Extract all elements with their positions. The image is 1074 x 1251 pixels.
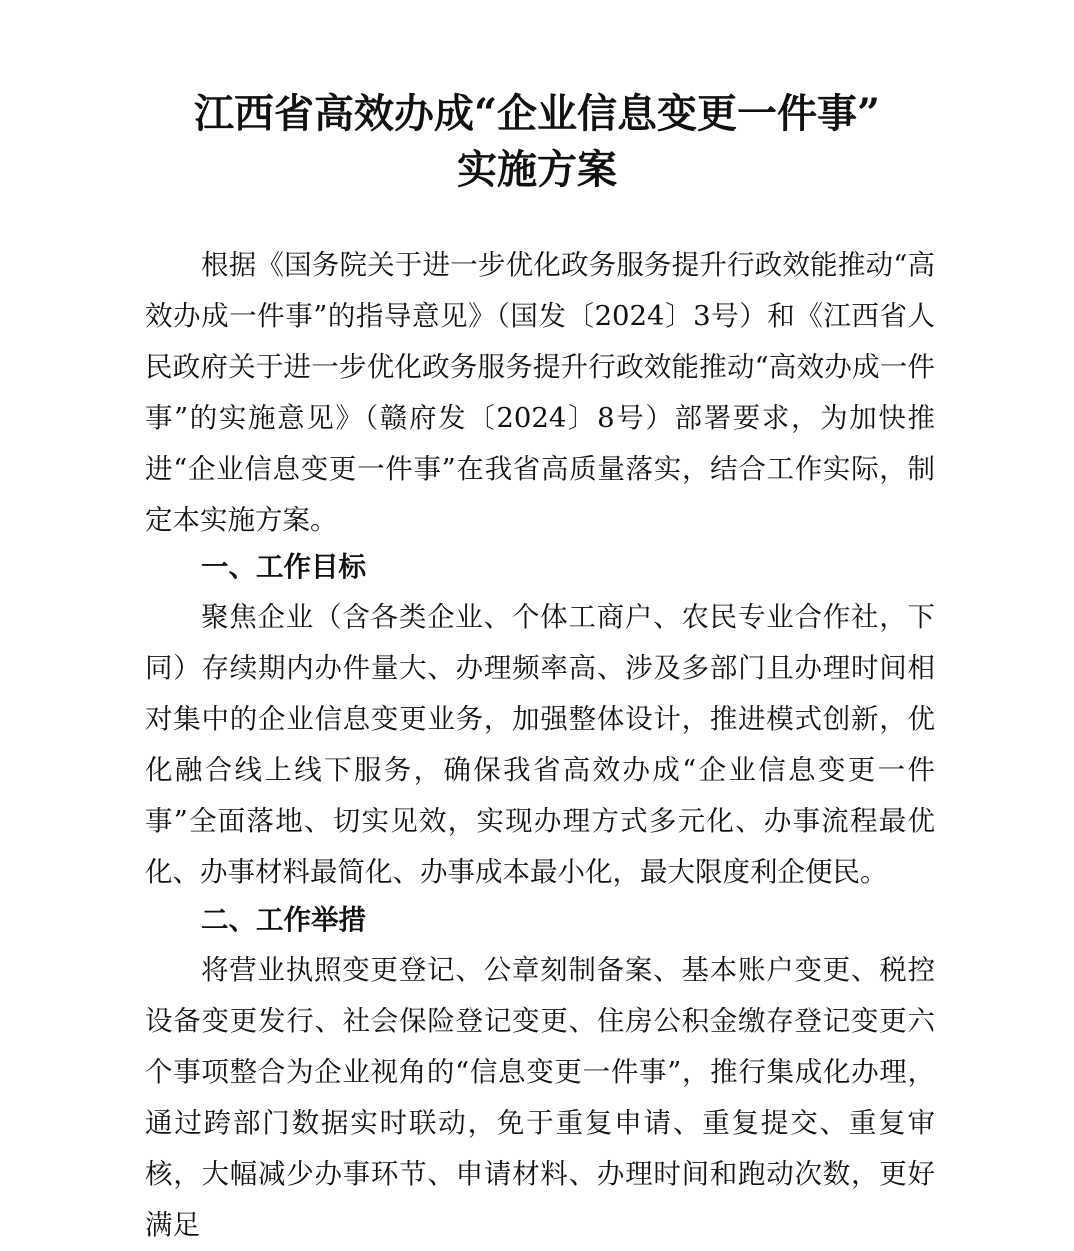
document-title-line-2: 实施方案: [457, 146, 617, 193]
section-body-goals: 聚焦企业（含各类企业、个体工商户、农民专业合作社，下同）存续期内办件量大、办理频率高、涉及多部门且办理时间相对集中的企业信息变更业务，加强整体设计，推进模式创新，优化融合线上线下服务，确保我省高效办成“企业信息变更一件事”全面落地、切实见效，实现办理方式多元化、办事流程最优化、办事材料最简化、办事成本最小化，最大限度利企便民。: [145, 601, 935, 888]
document-title-line-1: 江西省高效办成“企业信息变更一件事”: [193, 90, 880, 137]
section-heading-measures: 二、工作举措: [201, 904, 366, 936]
section-body-measures: 将营业执照变更登记、公章刻制备案、基本账户变更、税控设备变更发行、社会保险登记变更、住房公积金缴存登记变更六个事项整合为企业视角的“信息变更一件事”，推行集成化办理，通过跨部门数据实时联动，免于重复申请、重复提交、重复审核，大幅减少办事环节、申请材料、办理时间和跑动次数，更好满足: [145, 954, 935, 1241]
section-heading-goals: 一、工作目标: [201, 551, 366, 583]
intro-paragraph: 根据《国务院关于进一步优化政务服务提升行政效能推动“高效办成一件事”的指导意见》（国发〔2024〕3号）和《江西省人民政府关于进一步优化政务服务提升行政效能推动“高效办成一件事”的实施意见》（赣府发〔2024〕8号）部署要求，为加快推进“企业信息变更一件事”在我省高质量落实，结合工作实际，制定本实施方案。: [145, 249, 935, 536]
